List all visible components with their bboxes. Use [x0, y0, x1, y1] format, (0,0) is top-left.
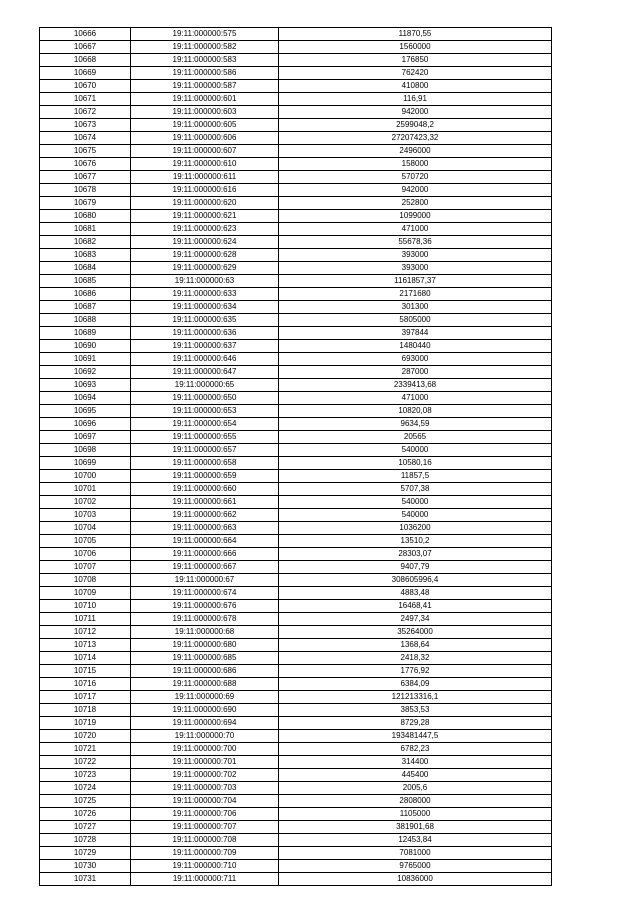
value-cell: 942000: [279, 184, 552, 197]
table-row: [40, 210, 552, 223]
table-row: [40, 717, 552, 730]
cadastral-number-cell: 19:11:000000:660: [131, 483, 279, 496]
cadastral-number-cell: 19:11:000000:637: [131, 340, 279, 353]
value-cell: 2497,34: [279, 613, 552, 626]
row-number-cell: 10711: [40, 613, 131, 626]
value-cell: 540000: [279, 496, 552, 509]
value-cell: 11870,55: [279, 28, 552, 41]
cadastral-number-cell: 19:11:000000:703: [131, 782, 279, 795]
row-number-cell: 10720: [40, 730, 131, 743]
table-row: [40, 730, 552, 743]
table-row: [40, 795, 552, 808]
row-number-cell: 10713: [40, 639, 131, 652]
table-row: [40, 847, 552, 860]
table-row: [40, 431, 552, 444]
value-cell: 2171680: [279, 288, 552, 301]
table-row: [40, 509, 552, 522]
cadastral-number-cell: 19:11:000000:575: [131, 28, 279, 41]
value-cell: 393000: [279, 249, 552, 262]
value-cell: 16468,41: [279, 600, 552, 613]
value-cell: 9634,59: [279, 418, 552, 431]
table-row: [40, 275, 552, 288]
value-cell: 1099000: [279, 210, 552, 223]
table-row: [40, 184, 552, 197]
cadastral-number-cell: 19:11:000000:635: [131, 314, 279, 327]
row-number-cell: 10682: [40, 236, 131, 249]
table-row: [40, 418, 552, 431]
row-number-cell: 10667: [40, 41, 131, 54]
value-cell: 10580,16: [279, 457, 552, 470]
cadastral-number-cell: 19:11:000000:659: [131, 470, 279, 483]
table-row: [40, 613, 552, 626]
value-cell: 410800: [279, 80, 552, 93]
cadastral-number-cell: 19:11:000000:606: [131, 132, 279, 145]
cadastral-number-cell: 19:11:000000:667: [131, 561, 279, 574]
table-row: [40, 54, 552, 67]
row-number-cell: 10698: [40, 444, 131, 457]
cadastral-number-cell: 19:11:000000:633: [131, 288, 279, 301]
table-row: [40, 496, 552, 509]
value-cell: 762420: [279, 67, 552, 80]
value-cell: 28303,07: [279, 548, 552, 561]
row-number-cell: 10678: [40, 184, 131, 197]
value-cell: 5805000: [279, 314, 552, 327]
row-number-cell: 10708: [40, 574, 131, 587]
row-number-cell: 10726: [40, 808, 131, 821]
cadastral-number-cell: 19:11:000000:661: [131, 496, 279, 509]
table-row: [40, 652, 552, 665]
cadastral-number-cell: 19:11:000000:708: [131, 834, 279, 847]
table-row: [40, 639, 552, 652]
table-row: [40, 366, 552, 379]
cadastral-number-cell: 19:11:000000:707: [131, 821, 279, 834]
table-row: [40, 470, 552, 483]
value-cell: 287000: [279, 366, 552, 379]
table-row: [40, 665, 552, 678]
value-cell: 693000: [279, 353, 552, 366]
table-row: [40, 80, 552, 93]
cadastral-number-cell: 19:11:000000:611: [131, 171, 279, 184]
cadastral-number-cell: 19:11:000000:628: [131, 249, 279, 262]
row-number-cell: 10679: [40, 197, 131, 210]
cadastral-number-cell: 19:11:000000:603: [131, 106, 279, 119]
row-number-cell: 10696: [40, 418, 131, 431]
table-row: [40, 574, 552, 587]
row-number-cell: 10674: [40, 132, 131, 145]
value-cell: 301300: [279, 301, 552, 314]
row-number-cell: 10715: [40, 665, 131, 678]
cadastral-number-cell: 19:11:000000:709: [131, 847, 279, 860]
cadastral-number-cell: 19:11:000000:701: [131, 756, 279, 769]
value-cell: 471000: [279, 392, 552, 405]
table-row: [40, 145, 552, 158]
cadastral-number-cell: 19:11:000000:702: [131, 769, 279, 782]
value-cell: 10836000: [279, 873, 552, 886]
table-row: [40, 327, 552, 340]
row-number-cell: 10687: [40, 301, 131, 314]
row-number-cell: 10683: [40, 249, 131, 262]
table-row: [40, 860, 552, 873]
table-body: [40, 28, 552, 886]
row-number-cell: 10730: [40, 860, 131, 873]
cadastral-number-cell: 19:11:000000:587: [131, 80, 279, 93]
value-cell: 471000: [279, 223, 552, 236]
table-row: [40, 197, 552, 210]
table-row: [40, 106, 552, 119]
row-number-cell: 10672: [40, 106, 131, 119]
cadastral-number-cell: 19:11:000000:666: [131, 548, 279, 561]
table-row: [40, 41, 552, 54]
cadastral-number-cell: 19:11:000000:582: [131, 41, 279, 54]
cadastral-number-cell: 19:11:000000:654: [131, 418, 279, 431]
table-row: [40, 873, 552, 886]
value-cell: 2599048,2: [279, 119, 552, 132]
row-number-cell: 10722: [40, 756, 131, 769]
value-cell: 2418,32: [279, 652, 552, 665]
value-cell: 252800: [279, 197, 552, 210]
row-number-cell: 10723: [40, 769, 131, 782]
row-number-cell: 10721: [40, 743, 131, 756]
value-cell: 445400: [279, 769, 552, 782]
cadastral-number-cell: 19:11:000000:623: [131, 223, 279, 236]
table-row: [40, 821, 552, 834]
table-row: [40, 340, 552, 353]
table-row: [40, 522, 552, 535]
cadastral-number-cell: 19:11:000000:710: [131, 860, 279, 873]
table-row: [40, 587, 552, 600]
value-cell: 35264000: [279, 626, 552, 639]
cadastral-number-cell: 19:11:000000:583: [131, 54, 279, 67]
value-cell: 6782,23: [279, 743, 552, 756]
row-number-cell: 10668: [40, 54, 131, 67]
row-number-cell: 10695: [40, 405, 131, 418]
table-row: [40, 314, 552, 327]
cadastral-number-cell: 19:11:000000:694: [131, 717, 279, 730]
row-number-cell: 10681: [40, 223, 131, 236]
value-cell: 314400: [279, 756, 552, 769]
value-cell: 116,91: [279, 93, 552, 106]
table-row: [40, 756, 552, 769]
value-cell: 942000: [279, 106, 552, 119]
row-number-cell: 10669: [40, 67, 131, 80]
table-row: [40, 392, 552, 405]
value-cell: 11857,5: [279, 470, 552, 483]
row-number-cell: 10690: [40, 340, 131, 353]
table-row: [40, 704, 552, 717]
row-number-cell: 10712: [40, 626, 131, 639]
cadastral-number-cell: 19:11:000000:67: [131, 574, 279, 587]
table-row: [40, 405, 552, 418]
cadastral-number-cell: 19:11:000000:647: [131, 366, 279, 379]
value-cell: 13510,2: [279, 535, 552, 548]
row-number-cell: 10697: [40, 431, 131, 444]
table-row: [40, 600, 552, 613]
row-number-cell: 10688: [40, 314, 131, 327]
cadastral-number-cell: 19:11:000000:706: [131, 808, 279, 821]
row-number-cell: 10729: [40, 847, 131, 860]
value-cell: 308605996,4: [279, 574, 552, 587]
value-cell: 2339413,68: [279, 379, 552, 392]
cadastral-number-cell: 19:11:000000:636: [131, 327, 279, 340]
row-number-cell: 10703: [40, 509, 131, 522]
table-row: [40, 301, 552, 314]
cadastral-number-cell: 19:11:000000:690: [131, 704, 279, 717]
cadastral-number-cell: 19:11:000000:605: [131, 119, 279, 132]
table-row: [40, 483, 552, 496]
row-number-cell: 10691: [40, 353, 131, 366]
value-cell: 1105000: [279, 808, 552, 821]
cadastral-number-cell: 19:11:000000:616: [131, 184, 279, 197]
value-cell: 381901,68: [279, 821, 552, 834]
value-cell: 1776,92: [279, 665, 552, 678]
value-cell: 9765000: [279, 860, 552, 873]
row-number-cell: 10718: [40, 704, 131, 717]
cadastral-number-cell: 19:11:000000:68: [131, 626, 279, 639]
cadastral-number-cell: 19:11:000000:664: [131, 535, 279, 548]
cadastral-number-cell: 19:11:000000:711: [131, 873, 279, 886]
cadastral-number-cell: 19:11:000000:674: [131, 587, 279, 600]
row-number-cell: 10714: [40, 652, 131, 665]
table-row: [40, 223, 552, 236]
value-cell: 540000: [279, 509, 552, 522]
value-cell: 1368,64: [279, 639, 552, 652]
cadastral-number-cell: 19:11:000000:607: [131, 145, 279, 158]
value-cell: 8729,28: [279, 717, 552, 730]
value-cell: 20565: [279, 431, 552, 444]
table-row: [40, 782, 552, 795]
table-row: [40, 93, 552, 106]
value-cell: 570720: [279, 171, 552, 184]
cadastral-number-cell: 19:11:000000:685: [131, 652, 279, 665]
cadastral-number-cell: 19:11:000000:70: [131, 730, 279, 743]
row-number-cell: 10727: [40, 821, 131, 834]
cadastral-number-cell: 19:11:000000:586: [131, 67, 279, 80]
table-row: [40, 249, 552, 262]
value-cell: 5707,38: [279, 483, 552, 496]
row-number-cell: 10686: [40, 288, 131, 301]
cadastral-number-cell: 19:11:000000:676: [131, 600, 279, 613]
value-cell: 10820,08: [279, 405, 552, 418]
table-row: [40, 834, 552, 847]
table-row: [40, 444, 552, 457]
value-cell: 193481447,5: [279, 730, 552, 743]
cadastral-number-cell: 19:11:000000:657: [131, 444, 279, 457]
row-number-cell: 10704: [40, 522, 131, 535]
value-cell: 1161857,37: [279, 275, 552, 288]
value-cell: 6384,09: [279, 678, 552, 691]
value-cell: 55678,36: [279, 236, 552, 249]
cadastral-number-cell: 19:11:000000:65: [131, 379, 279, 392]
value-cell: 12453,84: [279, 834, 552, 847]
table-row: [40, 353, 552, 366]
cadastral-number-cell: 19:11:000000:680: [131, 639, 279, 652]
row-number-cell: 10693: [40, 379, 131, 392]
cadastral-number-cell: 19:11:000000:704: [131, 795, 279, 808]
value-cell: 7081000: [279, 847, 552, 860]
row-number-cell: 10719: [40, 717, 131, 730]
table-row: [40, 548, 552, 561]
table-row: [40, 288, 552, 301]
row-number-cell: 10702: [40, 496, 131, 509]
cadastral-number-cell: 19:11:000000:650: [131, 392, 279, 405]
cadastral-number-cell: 19:11:000000:624: [131, 236, 279, 249]
cadastral-number-cell: 19:11:000000:658: [131, 457, 279, 470]
table-row: [40, 262, 552, 275]
cadastral-number-cell: 19:11:000000:69: [131, 691, 279, 704]
table-row: [40, 119, 552, 132]
row-number-cell: 10705: [40, 535, 131, 548]
row-number-cell: 10699: [40, 457, 131, 470]
value-cell: 2496000: [279, 145, 552, 158]
value-cell: 121213316,1: [279, 691, 552, 704]
row-number-cell: 10685: [40, 275, 131, 288]
cadastral-number-cell: 19:11:000000:653: [131, 405, 279, 418]
table-row: [40, 379, 552, 392]
cadastral-number-cell: 19:11:000000:700: [131, 743, 279, 756]
row-number-cell: 10689: [40, 327, 131, 340]
cadastral-number-cell: 19:11:000000:610: [131, 158, 279, 171]
value-cell: 2005,6: [279, 782, 552, 795]
row-number-cell: 10728: [40, 834, 131, 847]
row-number-cell: 10710: [40, 600, 131, 613]
table-row: [40, 67, 552, 80]
table-row: [40, 132, 552, 145]
cadastral-number-cell: 19:11:000000:678: [131, 613, 279, 626]
cadastral-number-cell: 19:11:000000:634: [131, 301, 279, 314]
value-cell: 27207423,32: [279, 132, 552, 145]
table-row: [40, 678, 552, 691]
value-cell: 397844: [279, 327, 552, 340]
row-number-cell: 10700: [40, 470, 131, 483]
cadastral-number-cell: 19:11:000000:601: [131, 93, 279, 106]
cadastral-number-cell: 19:11:000000:663: [131, 522, 279, 535]
value-cell: 2808000: [279, 795, 552, 808]
table-row: [40, 28, 552, 41]
row-number-cell: 10725: [40, 795, 131, 808]
row-number-cell: 10701: [40, 483, 131, 496]
cadastral-number-cell: 19:11:000000:629: [131, 262, 279, 275]
table-row: [40, 743, 552, 756]
table-row: [40, 691, 552, 704]
value-cell: 4883,48: [279, 587, 552, 600]
cadastral-number-cell: 19:11:000000:688: [131, 678, 279, 691]
value-cell: 9407,79: [279, 561, 552, 574]
value-cell: 158000: [279, 158, 552, 171]
table-row: [40, 808, 552, 821]
row-number-cell: 10670: [40, 80, 131, 93]
table-row: [40, 236, 552, 249]
row-number-cell: 10694: [40, 392, 131, 405]
row-number-cell: 10680: [40, 210, 131, 223]
cadastral-number-cell: 19:11:000000:620: [131, 197, 279, 210]
cadastral-value-table: [39, 27, 552, 886]
table-row: [40, 171, 552, 184]
cadastral-number-cell: 19:11:000000:63: [131, 275, 279, 288]
table-row: [40, 561, 552, 574]
row-number-cell: 10676: [40, 158, 131, 171]
value-cell: 540000: [279, 444, 552, 457]
table-row: [40, 535, 552, 548]
row-number-cell: 10684: [40, 262, 131, 275]
cadastral-number-cell: 19:11:000000:655: [131, 431, 279, 444]
row-number-cell: 10709: [40, 587, 131, 600]
value-cell: 1480440: [279, 340, 552, 353]
table-row: [40, 626, 552, 639]
row-number-cell: 10716: [40, 678, 131, 691]
row-number-cell: 10707: [40, 561, 131, 574]
row-number-cell: 10706: [40, 548, 131, 561]
row-number-cell: 10724: [40, 782, 131, 795]
value-cell: 1560000: [279, 41, 552, 54]
cadastral-number-cell: 19:11:000000:686: [131, 665, 279, 678]
row-number-cell: 10673: [40, 119, 131, 132]
row-number-cell: 10675: [40, 145, 131, 158]
table-row: [40, 457, 552, 470]
row-number-cell: 10717: [40, 691, 131, 704]
row-number-cell: 10731: [40, 873, 131, 886]
value-cell: 1036200: [279, 522, 552, 535]
row-number-cell: 10677: [40, 171, 131, 184]
value-cell: 176850: [279, 54, 552, 67]
cadastral-number-cell: 19:11:000000:621: [131, 210, 279, 223]
value-cell: 3853,53: [279, 704, 552, 717]
table-row: [40, 769, 552, 782]
table-row: [40, 158, 552, 171]
cadastral-number-cell: 19:11:000000:646: [131, 353, 279, 366]
row-number-cell: 10666: [40, 28, 131, 41]
value-cell: 393000: [279, 262, 552, 275]
row-number-cell: 10692: [40, 366, 131, 379]
row-number-cell: 10671: [40, 93, 131, 106]
cadastral-number-cell: 19:11:000000:662: [131, 509, 279, 522]
